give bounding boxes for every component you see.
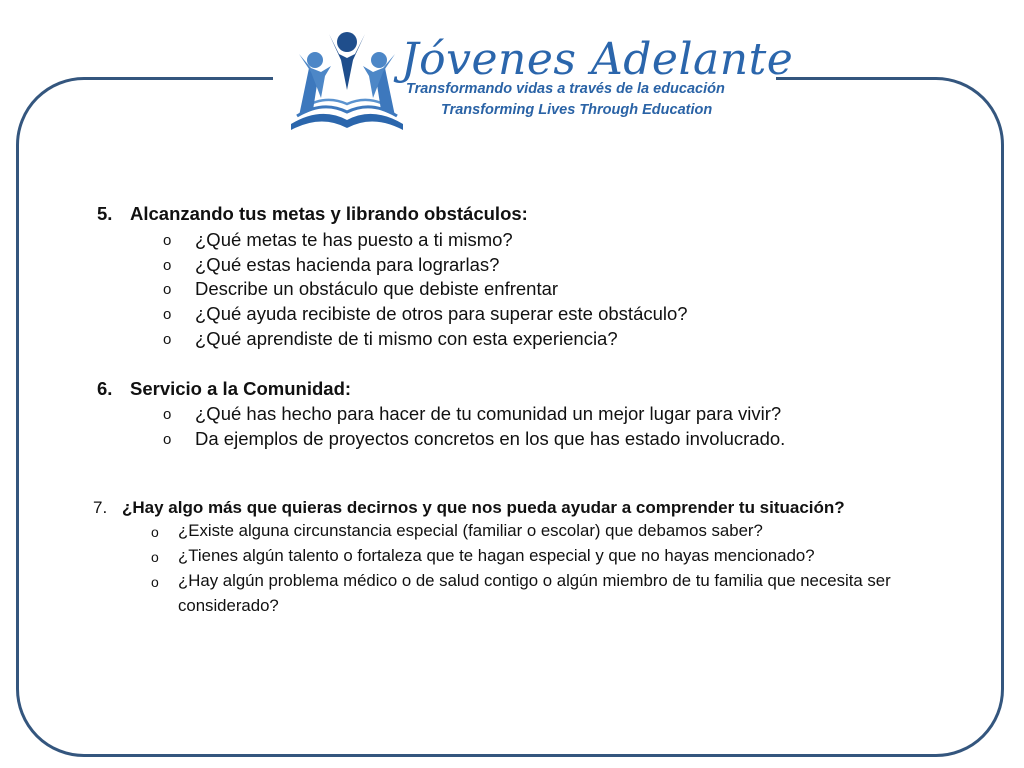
list-item-text: Describe un obstáculo que debiste enfrentar	[195, 278, 559, 299]
tagline-spanish: Transformando vidas a través de la educación	[406, 81, 725, 97]
bullet-marker: o	[151, 574, 159, 590]
list-item-text: ¿Existe alguna circunstancia especial (familiar o escolar) que debamos saber?	[178, 521, 763, 540]
section-heading	[93, 499, 845, 516]
bullet-marker: o	[163, 232, 172, 249]
list-item-text: Da ejemplos de proyectos concretos en los que has estado involucrado.	[195, 428, 786, 449]
bullet-marker: o	[163, 431, 172, 448]
list-item-text: ¿Qué metas te has puesto a ti mismo?	[195, 229, 513, 250]
list-item-text: ¿Tienes algún talento o fortaleza que te hagan especial y que no hayas mencionado?	[178, 546, 815, 565]
section-number: 5.	[97, 203, 113, 224]
section-title: Alcanzando tus metas y librando obstáculos:	[130, 203, 528, 224]
people-on-open-book-logo-icon	[285, 20, 409, 138]
bullet-marker: o	[163, 331, 172, 348]
list-item-text: ¿Qué aprendiste de ti mismo con esta experiencia?	[195, 328, 618, 349]
section-title: Servicio a la Comunidad:	[130, 378, 352, 399]
bullet-marker: o	[163, 281, 172, 298]
header-logo-block	[273, 14, 794, 132]
bullet-marker: o	[163, 406, 172, 423]
list-item-text: ¿Qué estas hacienda para lograrlas?	[195, 254, 500, 275]
bullet-marker: o	[151, 524, 159, 540]
section-heading	[97, 205, 528, 224]
list-item-text: considerado?	[178, 596, 279, 615]
section-number: 6.	[97, 378, 113, 399]
brand-name: Jóvenes Adelante	[401, 34, 794, 85]
bullet-marker: o	[163, 257, 172, 274]
section-number: 7.	[93, 498, 108, 517]
list-item-text: ¿Qué ayuda recibiste de otros para superar este obstáculo?	[195, 303, 688, 324]
section-title: ¿Hay algo más que quieras decirnos y que nos pueda ayudar a comprender tu situación?	[122, 498, 845, 517]
list-item-text: ¿Qué has hecho para hacer de tu comunidad un mejor lugar para vivir?	[195, 403, 782, 424]
section-heading	[97, 380, 351, 399]
bullet-marker: o	[163, 306, 172, 323]
list-item-text: ¿Hay algún problema médico o de salud contigo o algún miembro de tu familia que necesita ser	[178, 571, 891, 590]
tagline-english: Transforming Lives Through Education	[441, 102, 713, 118]
bullet-marker: o	[151, 549, 159, 565]
